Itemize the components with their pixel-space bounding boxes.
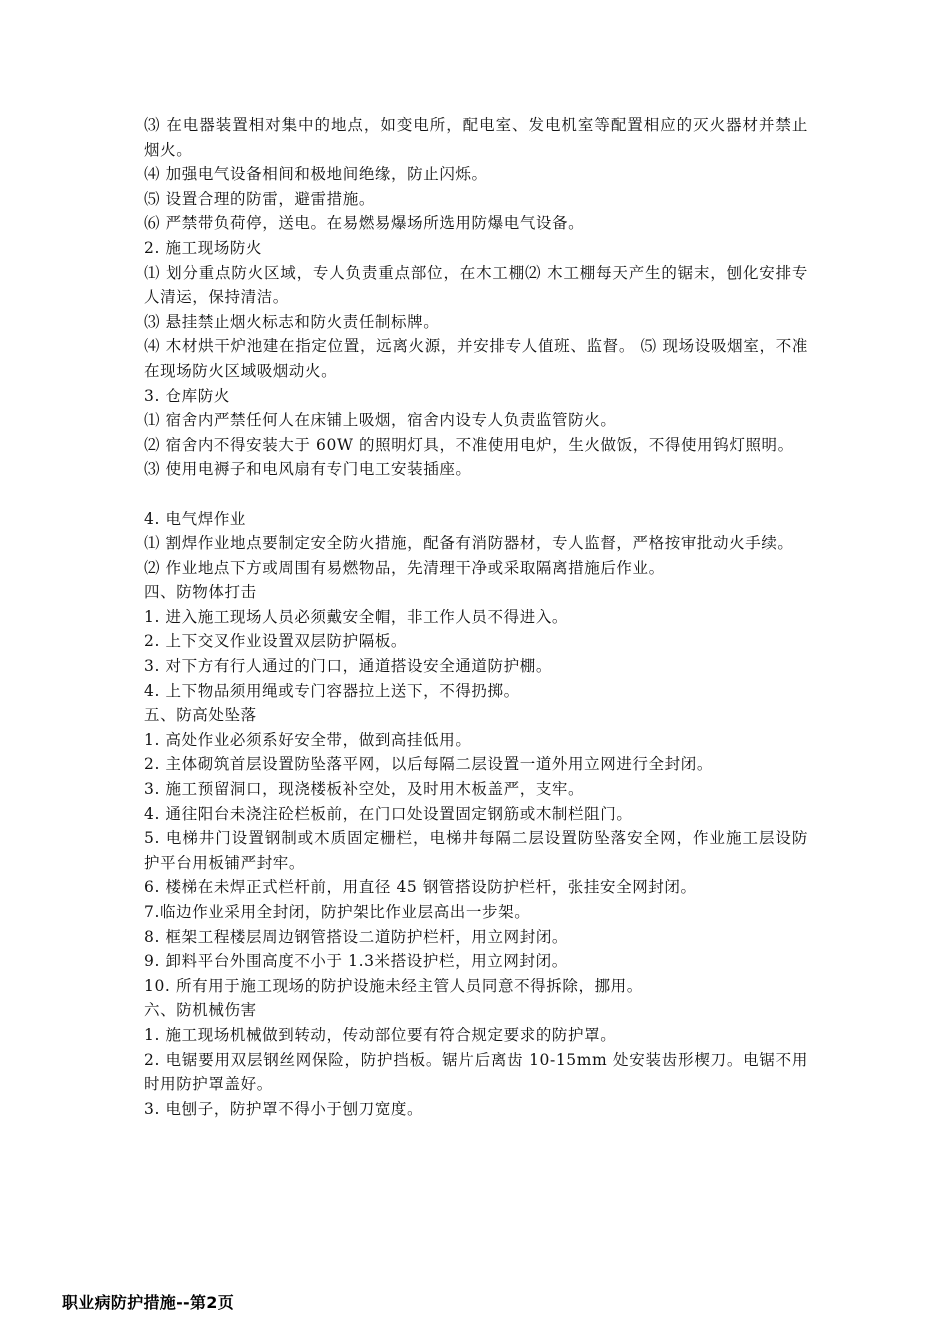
paragraph: ⑶ 悬挂禁止烟火标志和防火责任制标牌。 <box>144 312 440 331</box>
paragraph: 4. 通往阳台未浇注砼栏板前，在门口处设置固定钢筋或木制栏阻门。 <box>144 804 633 823</box>
paragraph: 五、防高处坠落 <box>144 706 257 725</box>
document-body <box>144 113 808 1121</box>
paragraph: 2. 电锯要用双层钢丝网保险，防护挡板。锯片后离齿 10-15mm 处安装齿形楔刀。电锯不用时用防护罩盖好。 <box>144 1050 808 1094</box>
paragraph: ⑵ 作业地点下方或周围有易燃物品，先清理干净或采取隔离措施后作业。 <box>144 558 665 577</box>
paragraph: 3. 仓库防火 <box>144 386 230 405</box>
paragraph: ⑶ 在电器装置相对集中的地点，如变电所，配电室、发电机室等配置相应的灭火器材并禁止烟火。 <box>144 116 808 159</box>
paragraph: ⑸ 设置合理的防雷，避雷措施。 <box>144 189 375 208</box>
paragraph: 8. 框架工程楼层周边钢管搭设二道防护栏杆，用立网封闭。 <box>144 927 569 946</box>
paragraph: 六、防机械伤害 <box>144 1001 257 1020</box>
paragraph: 3. 电刨子，防护罩不得小于刨刀宽度。 <box>144 1099 424 1118</box>
paragraph: 3. 对下方有行人通过的门口，通道搭设安全通道防护棚。 <box>144 657 552 676</box>
paragraph: 2. 施工现场防火 <box>144 238 263 257</box>
paragraph: 4. 上下物品须用绳或专门容器拉上送下，不得扔掷。 <box>144 681 520 700</box>
paragraph: 4. 电气焊作业 <box>144 509 247 528</box>
paragraph: 1. 高处作业必须系好安全带，做到高挂低用。 <box>144 730 472 749</box>
paragraph: ⑶ 使用电褥子和电风扇有专门电工安装插座。 <box>144 460 472 479</box>
paragraph: 四、防物体打击 <box>144 583 257 602</box>
page-footer: 职业病防护措施--第2页 <box>62 1293 235 1312</box>
paragraph: 7.临边作业采用全封闭，防护架比作业层高出一步架。 <box>144 903 531 921</box>
paragraph: 2. 上下交叉作业设置双层防护隔板。 <box>144 632 408 651</box>
paragraph: 1. 进入施工现场人员必须戴安全帽，非工作人员不得进入。 <box>144 607 569 626</box>
paragraph: ⑷ 木材烘干炉池建在指定位置，远离火源，并安排专人值班、监督。 ⑸ 现场设吸烟室，不准在现场防火区域吸烟动火。 <box>144 337 808 380</box>
paragraph: 9. 卸料平台外围高度不小于 1.3米搭设护栏，用立网封闭。 <box>144 952 568 971</box>
paragraph: ⑴ 宿舍内严禁任何人在床铺上吸烟，宿舍内设专人负责监管防火。 <box>144 411 617 430</box>
paragraph: 2. 主体砌筑首层设置防坠落平网，以后每隔二层设置一道外用立网进行全封闭。 <box>144 755 713 774</box>
paragraph: 10. 所有用于施工现场的防护设施未经主管人员同意不得拆除，挪用。 <box>144 976 643 995</box>
paragraph: ⑹ 严禁带负荷停，送电。在易燃易爆场所选用防爆电气设备。 <box>144 214 585 233</box>
paragraph: ⑴ 划分重点防火区域，专人负责重点部位，在木工棚⑵ 木工棚每天产生的锯末，刨化安排专人清运，保持清洁。 <box>144 263 808 307</box>
paragraph: 3. 施工预留洞口，现浇楼板补空处，及时用木板盖严，支牢。 <box>144 780 585 799</box>
paragraph: 1. 施工现场机械做到转动，传动部位要有符合规定要求的防护罩。 <box>144 1025 617 1044</box>
paragraph: ⑵ 宿舍内不得安装大于 60W 的照明灯具，不准使用电炉，生火做饭，不得使用钨灯照明。 <box>144 435 794 454</box>
paragraph: ⑴ 割焊作业地点要制定安全防火措施，配备有消防器材，专人监督，严格按审批动火手续。 <box>144 534 794 553</box>
paragraph: ⑷ 加强电气设备相间和极地间绝缘，防止闪烁。 <box>144 165 488 184</box>
paragraph: 6. 楼梯在未焊正式栏杆前，用直径 45 钢管搭设防护栏杆，张挂安全网封闭。 <box>144 878 697 897</box>
paragraph: 5. 电梯井门设置钢制或木质固定栅栏，电梯井每隔二层设置防坠落安全网，作业施工层设防护平台用板铺严封牢。 <box>144 829 808 872</box>
